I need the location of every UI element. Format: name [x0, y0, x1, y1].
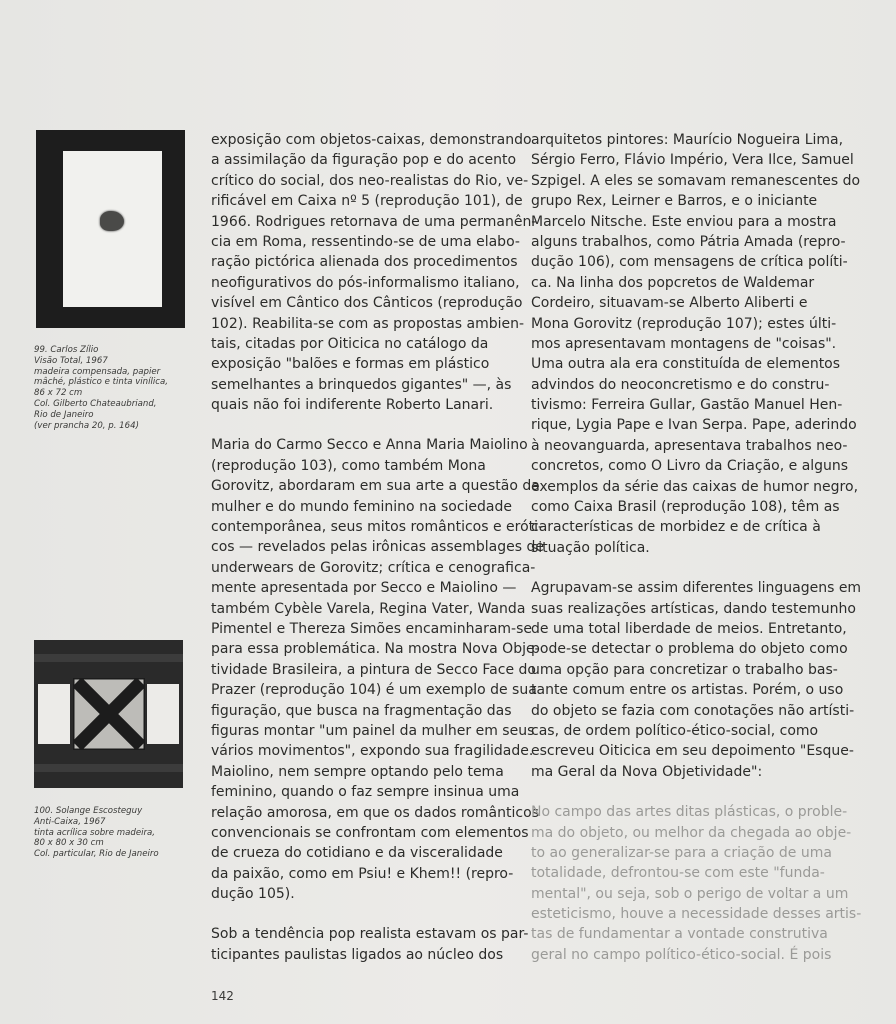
text-line: Prazer (reprodução 104) é um exemplo de sua	[211, 682, 537, 699]
text-line: underwears de Gorovitz; crítica e cenografica-	[211, 559, 536, 576]
text-line: Marcelo Nitsche. Este enviou para a mostra	[531, 213, 837, 230]
text-line: neofigurativos do pós-informalismo italiano,	[211, 274, 520, 291]
block-quote	[531, 802, 862, 965]
text-line: Agrupavam-se assim diferentes linguagens em	[531, 580, 862, 597]
caption-line: 86 x 72 cm	[34, 388, 83, 399]
paragraph	[531, 130, 861, 558]
text-line: cas, de ordem político-ético-social, como	[531, 722, 819, 739]
text-line: mente apresentada por Secco e Maiolino —	[211, 580, 517, 597]
text-line: arquitetos pintores: Maurício Nogueira Lima,	[531, 132, 844, 148]
text-line: cos — revelados pelas irônicas assemblages de	[211, 539, 544, 556]
text-line: Sérgio Ferro, Flávio Império, Vera Ilce, Samuel	[531, 152, 854, 169]
text-line: para essa problemática. Na mostra Nova Obje-	[211, 641, 540, 658]
text-line: como Caixa Brasil (reprodução 108), têm as	[531, 499, 840, 516]
text-line: convencionais se confrontam com elementos	[211, 824, 529, 841]
text-line: Cordeiro, situavam-se Alberto Aliberti e	[531, 295, 808, 312]
figure-100-caption	[34, 806, 184, 860]
artwork-band	[34, 764, 183, 772]
text-line: Szpigel. A eles se somavam remanescentes do	[531, 172, 861, 189]
text-line: ca. Na linha dos popcretos de Waldemar	[531, 274, 815, 291]
text-line: dução 105).	[211, 886, 295, 903]
text-line: vários movimentos", expondo sua fragilidade.	[211, 743, 534, 760]
caption-line: Col. particular, Rio de Janeiro	[34, 849, 159, 860]
text-line: concretos, como O Livro da Criação, e alguns	[531, 458, 849, 475]
text-line: Mona Gorovitz (reprodução 107); estes últi-	[531, 315, 837, 332]
text-line: esteticismo, houve a necessidade desses artis-	[531, 906, 862, 923]
page-number: 142	[211, 989, 234, 1003]
artwork-x-square	[73, 678, 145, 750]
artwork-image-visao-total	[36, 130, 185, 328]
text-line: a assimilação da figuração pop e do acento	[211, 152, 517, 169]
text-line: 1966. Rodrigues retornava de uma permanên-	[211, 213, 537, 230]
text-line: da paixão, como em Psiu! e Khem!! (repro-	[211, 865, 514, 882]
text-line: exposição com objetos-caixas, demonstrando	[211, 132, 532, 148]
artwork-side-panel	[38, 684, 70, 744]
paragraph	[531, 578, 862, 782]
text-line: características de morbidez e de crítica à	[531, 519, 821, 536]
text-line: suas realizações artísticas, dando testemunho	[531, 600, 856, 617]
text-line: cia em Roma, ressentindo-se de uma elabo-	[211, 233, 520, 250]
text-line: feminino, quando o faz sempre insinua uma	[211, 784, 520, 801]
text-line: pode-se detectar o problema do objeto como	[531, 641, 848, 658]
text-column-left	[211, 130, 544, 965]
text-line: figuras montar "um painel da mulher em seus	[211, 722, 535, 739]
text-line: to ao generalizar-se para a criação de uma	[531, 844, 832, 861]
text-line: de crueza do cotidiano e da visceralidade	[211, 845, 503, 862]
text-line: uma opção para concretizar o trabalho bas-	[531, 661, 838, 678]
text-column-right	[531, 130, 862, 965]
caption-line: Visão Total, 1967	[34, 355, 108, 366]
artwork-image-anti-caixa	[34, 640, 183, 788]
artwork-white-panel	[63, 151, 162, 307]
text-line: ma do objeto, ou melhor da chegada ao obje-	[531, 824, 852, 841]
caption-line: 100. Solange Escosteguy	[34, 806, 143, 816]
text-line: mos apresentavam montagens de "coisas".	[531, 335, 837, 352]
text-line: tais, citadas por Oiticica no catálogo da	[211, 335, 489, 352]
text-line: mental", ou seja, sob o perigo de voltar a um	[531, 885, 849, 902]
text-line: (reprodução 103), como também Mona	[211, 457, 486, 474]
text-line: geral no campo político-ético-social. É pois	[531, 946, 832, 963]
text-line: ração pictórica alienada dos procedimentos	[211, 254, 518, 271]
text-line: tivismo: Ferreira Gullar, Gastão Manuel Hen-	[531, 397, 843, 414]
text-line: 102). Reabilita-se com as propostas ambien-	[211, 315, 525, 332]
text-line: dução 106), com mensagens de crítica políti-	[531, 254, 848, 271]
paragraph	[211, 130, 537, 415]
paragraph	[211, 924, 529, 965]
caption-line: Col. Gilberto Chateaubriand,	[34, 398, 157, 409]
artwork-x-shape	[73, 678, 145, 750]
text-line: advindos do neoconcretismo e do constru-	[531, 376, 830, 393]
text-line: ticipantes paulistas ligados ao núcleo dos	[211, 946, 504, 963]
text-line: mulher e do mundo feminino na sociedade	[211, 498, 512, 515]
text-line: também Cybèle Varela, Regina Vater, Wanda	[211, 600, 526, 617]
caption-line: Rio de Janeiro	[34, 409, 94, 420]
caption-line: Anti-Caixa, 1967	[34, 816, 106, 827]
text-line: tas de fundamentar a vontade construtiva	[531, 926, 828, 943]
figure-99-caption	[34, 345, 184, 431]
caption-line: mâché, plástico e tinta vinílica,	[34, 377, 169, 388]
text-line: grupo Rex, Leirner e Barros, e o iniciante	[531, 193, 818, 210]
text-line: crítico do social, dos neo-realistas do Rio, ve-	[211, 172, 529, 189]
text-line: No campo das artes ditas plásticas, o proble-	[531, 804, 848, 821]
text-line: tividade Brasileira, a pintura de Secco Face do	[211, 661, 536, 678]
text-line: situação política.	[531, 539, 650, 556]
text-line: à neovanguarda, apresentava trabalhos neo-	[531, 437, 848, 454]
text-line: tante comum entre os artistas. Porém, o uso	[531, 682, 844, 699]
caption-line: (ver prancha 20, p. 164)	[34, 420, 139, 431]
text-line: ma Geral da Nova Objetividade":	[531, 763, 763, 780]
text-line: alguns trabalhos, como Pátria Amada (repro-	[531, 233, 846, 250]
caption-line: 99. Carlos Zílio	[34, 345, 99, 355]
text-line: Sob a tendência pop realista estavam os par-	[211, 926, 529, 943]
text-line: de uma total liberdade de meios. Entretanto,	[531, 620, 847, 637]
text-line: semelhantes a brinquedos gigantes" —, às	[211, 376, 512, 393]
text-line: Maiolino, nem sempre optando pelo tema	[211, 763, 504, 780]
text-line: totalidade, defrontou-se com este "funda-	[531, 865, 825, 882]
caption-line: 80 x 80 x 30 cm	[34, 838, 104, 849]
text-line: Maria do Carmo Secco e Anna Maria Maiolino	[211, 437, 528, 454]
artwork-band	[34, 654, 183, 662]
paragraph	[211, 435, 544, 904]
artwork-side-panel	[147, 684, 179, 744]
text-line: rique, Lygia Pape e Ivan Serpa. Pape, aderindo	[531, 417, 857, 434]
text-line: rificável em Caixa nº 5 (reprodução 101), de	[211, 193, 523, 210]
text-line: quais não foi indiferente Roberto Lanari.	[211, 397, 494, 414]
text-line: exemplos da série das caixas de humor negro,	[531, 478, 859, 495]
text-line: figuração, que busca na fragmentação das	[211, 702, 512, 719]
text-line: escreveu Oiticica em seu depoimento "Esque-	[531, 743, 854, 760]
text-line: Gorovitz, abordaram em sua arte a questão da	[211, 478, 540, 495]
text-line: Uma outra ala era constituída de elementos	[531, 356, 841, 373]
text-line: contemporânea, seus mitos românticos e eróti-	[211, 519, 544, 536]
text-line: do objeto se fazia com conotações não artísti-	[531, 702, 855, 719]
caption-line: madeira compensada, papier	[34, 366, 161, 377]
artwork-central-object	[100, 211, 124, 231]
caption-line: tinta acrílica sobre madeira,	[34, 827, 156, 838]
text-line: Pimentel e Thereza Simões encaminharam-se	[211, 620, 533, 637]
text-line: relação amorosa, em que os dados românticos	[211, 804, 539, 821]
text-line: exposição "balões e formas em plástico	[211, 356, 490, 373]
text-line: visível em Cântico dos Cânticos (reprodução	[211, 295, 523, 312]
